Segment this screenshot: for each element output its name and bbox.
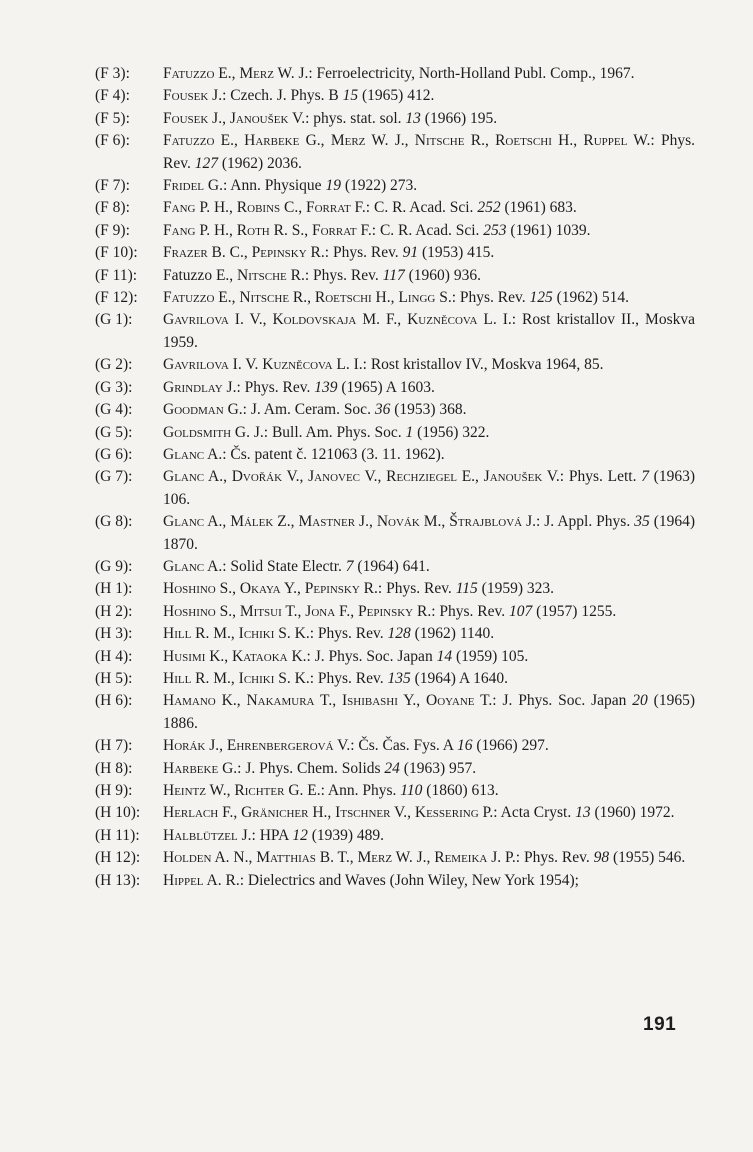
reference-volume: 91 [402,244,419,262]
reference-text [163,220,695,242]
reference-label: (H 11): [95,826,140,844]
reference-text [163,870,695,892]
reference-source: (1964) 641. [353,557,430,575]
reference-text [163,758,695,780]
reference-text [163,354,695,376]
reference-source: : Rost kristallov II., Moskva 1959. [163,311,695,351]
reference-source: : Phys. Rev. [309,669,388,687]
reference-entry [95,108,695,130]
reference-text [163,668,695,690]
reference-source: (1965) 412. [358,87,435,105]
reference-label: (G 9): [95,557,133,575]
reference-label: (H 5): [95,669,133,687]
reference-source: Fatuzzo E., [163,266,238,284]
reference-source: (1939) 489. [307,826,385,844]
reference-label: (F 6): [95,132,130,150]
reference-source: (1964) 1870. [163,513,696,553]
reference-label: (F 8): [95,199,130,217]
reference-volume: 110 [400,782,423,799]
reference-source: : Bull. Am. Phys. Soc. [263,423,406,441]
reference-authors: Husimi K., Kataoka K. [163,647,307,665]
reference-text [163,466,695,511]
reference-source: : Solid State Electr. [222,557,346,575]
reference-volume: 135 [387,669,411,687]
reference-volume: 20 [632,692,648,710]
reference-volume: 12 [292,826,308,844]
reference-label: (F 11): [95,266,138,284]
reference-volume: 253 [483,221,507,239]
reference-label: (H 4): [95,647,133,665]
reference-volume: 13 [575,804,591,822]
reference-source: : Phys. Lett. [559,468,642,486]
reference-entry [95,354,695,376]
reference-entry [95,399,695,421]
reference-entry [95,825,695,847]
reference-source: (1959) 105. [452,647,529,665]
reference-volume: 252 [477,199,501,217]
reference-authors: Harbeke G. [163,759,238,777]
reference-authors: Fousek J. [163,87,223,105]
reference-source: : Phys. Rev. [163,132,695,172]
reference-source: : Ann. Physique [222,177,326,195]
reference-source: (1962) 514. [552,289,629,307]
reference-label: (H 6): [95,692,133,710]
reference-entry [95,511,695,556]
reference-entry [95,466,695,511]
reference-label: (H 13): [95,871,141,889]
reference-entry [95,802,695,824]
reference-entry [95,444,695,466]
reference-text [163,242,695,264]
reference-authors: Fang P. H., Roth R. S., Forrat F. [163,221,372,239]
reference-text [163,578,695,600]
reference-entry [95,601,695,623]
reference-entry [95,735,695,757]
reference-text [163,825,695,847]
reference-source: : Phys. Rev. [451,289,530,307]
reference-authors: Heintz W., Richter G. E. [163,782,321,799]
reference-text [163,556,695,578]
reference-source: (1961) 1039. [506,221,591,239]
reference-authors: Glanc A. [163,445,223,463]
reference-volume: 98 [593,849,610,867]
reference-label: (H 3): [95,625,133,643]
reference-authors: Fatuzzo E., Merz W. J. [163,65,309,82]
reference-volume: 128 [387,625,411,643]
reference-label: (H 9): [95,782,133,799]
reference-entry [95,377,695,399]
reference-entry [95,63,695,85]
reference-list [95,63,695,892]
reference-source: (1966) 195. [420,109,498,127]
reference-entry [95,265,695,287]
reference-authors: Grindlay J. [163,378,237,396]
reference-source: (1962) 1140. [410,625,495,643]
reference-source: : Čs. Čas. Fys. A [350,737,458,755]
reference-source: : phys. stat. sol. [305,109,406,127]
reference-text [163,309,695,354]
reference-source: : J. Phys. Soc. Japan [492,692,633,710]
reference-label: (H 10): [95,804,141,822]
reference-entry [95,847,695,869]
reference-entry [95,175,695,197]
reference-entry [95,309,695,354]
reference-text [163,646,695,668]
reference-volume: 125 [529,289,553,307]
reference-authors: Fridel G. [163,177,223,195]
reference-entry [95,646,695,668]
reference-volume: 7 [641,468,649,486]
reference-authors: Fatuzzo E., Nitsche R., Roetschi H., Lingg S. [163,289,452,307]
reference-source: : Phys. Rev. [304,266,383,284]
reference-label: (F 4): [95,87,130,105]
reference-volume: 36 [374,401,391,419]
reference-source: : Phys. Rev. [236,378,315,396]
reference-source: : J. Am. Ceram. Soc. [242,401,375,419]
reference-label: (G 1): [95,311,133,329]
reference-label: (G 4): [95,401,133,419]
reference-entry [95,690,695,735]
reference-authors: Glanc A., Málek Z., Mastner J., Novák M., Štrajblová J. [163,513,536,531]
reference-label: (F 3): [95,65,130,82]
reference-entry [95,242,695,264]
reference-text [163,601,695,623]
reference-text [163,623,695,645]
reference-source: (1962) 2036. [217,154,302,172]
reference-authors: Hill R. M., Ichiki S. K. [163,669,310,687]
reference-text [163,197,695,219]
reference-volume: 13 [405,109,421,127]
reference-text [163,690,695,735]
reference-label: (G 2): [95,356,133,374]
reference-source: (1959) 323. [477,580,554,598]
reference-authors: Hippel A. R. [163,871,240,889]
reference-label: (G 7): [95,468,133,486]
reference-text [163,287,695,309]
reference-volume: 127 [194,154,218,172]
reference-text [163,422,695,444]
page-number: 191 [643,1014,677,1035]
reference-source: (1963) 957. [399,759,477,777]
reference-label: (H 12): [95,849,141,867]
reference-source: : Acta Cryst. [493,804,576,822]
reference-text [163,399,695,421]
reference-entry [95,422,695,444]
reference-text [163,265,695,287]
reference-source: : C. R. Acad. Sci. [365,199,478,217]
reference-entry [95,668,695,690]
reference-volume: 16 [457,737,473,755]
reference-authors: Hill R. M., Ichiki S. K. [163,625,310,643]
reference-source: (1953) 415. [418,244,495,262]
reference-authors: Herlach F., Gränicher H., Itschner V., Kessering P. [163,804,494,822]
reference-label: (H 7): [95,737,133,755]
reference-volume: 15 [342,87,359,105]
reference-source: (1860) 613. [422,782,499,799]
reference-entry [95,197,695,219]
reference-volume: 107 [509,602,533,620]
reference-source: : C. R. Acad. Sci. [371,221,484,239]
reference-source: : Czech. J. Phys. B [222,87,343,105]
reference-source: : Dielectrics and Waves (John Wiley, New York 1954); [239,871,579,889]
reference-authors: Halblützel J. [163,826,252,844]
reference-source: (1960) 936. [404,266,481,284]
reference-source: (1956) 322. [413,423,490,441]
reference-authors: Frazer B. C., Pepinsky R. [163,244,325,262]
reference-text [163,511,695,556]
reference-text [163,847,695,869]
reference-volume: 115 [455,580,478,598]
reference-entry [95,870,695,892]
reference-source: : J. Appl. Phys. [535,513,635,531]
reference-label: (F 9): [95,221,130,239]
reference-source: : Phys. Rev. [515,849,594,867]
reference-label: (G 5): [95,423,133,441]
reference-text [163,377,695,399]
reference-source: : Phys. Rev. [431,602,509,620]
reference-authors: Holden A. N., Matthias B. T., Merz W. J., Remeika J. P. [163,849,516,867]
reference-source: : Phys. Rev. [377,580,456,598]
reference-entry [95,85,695,107]
reference-entry [95,758,695,780]
reference-volume: 139 [314,378,338,396]
reference-entry [95,220,695,242]
reference-authors: Fang P. H., Robins C., Forrat F. [163,199,366,217]
reference-text [163,802,695,824]
reference-label: (G 8): [95,513,133,531]
reference-source: : Ann. Phys. [320,782,401,799]
reference-source: (1965) A 1603. [337,378,435,396]
reference-authors: Fatuzzo E., Harbeke G., Merz W. J., Nitsche R., Roetschi H., Ruppel W. [163,132,651,150]
reference-source: (1965) 1886. [163,692,695,732]
reference-entry [95,578,695,600]
reference-entry [95,130,695,175]
reference-label: (H 1): [95,580,133,598]
reference-source: (1966) 297. [472,737,549,755]
reference-label: (F 10): [95,244,138,262]
reference-volume: 117 [382,266,405,284]
reference-source: : Ferroelectricity, North-Holland Publ. Comp., 1967. [308,65,635,82]
reference-source: (1922) 273. [340,177,418,195]
reference-text [163,108,695,130]
reference-source: (1955) 546. [609,849,686,867]
reference-source: : Čs. patent č. 121063 (3. 11. 1962). [222,445,445,463]
reference-label: (G 3): [95,378,133,396]
reference-entry [95,780,695,802]
reference-text [163,780,695,802]
reference-volume: 1 [405,423,414,441]
reference-entry [95,287,695,309]
reference-volume: 35 [634,513,650,531]
reference-entry [95,556,695,578]
reference-authors: Hoshino S., Mitsui T., Jona F., Pepinsky R. [163,602,432,620]
reference-label: (G 6): [95,445,133,463]
reference-entry [95,623,695,645]
reference-volume: 19 [325,177,341,195]
reference-authors: Glanc A. [163,557,223,575]
reference-authors: Hoshino S., Okaya Y., Pepinsky R. [163,580,378,598]
reference-authors: Glanc A., Dvořák V., Janovec V., Rechziegel E., Janoušek V. [163,468,560,486]
reference-source: : J. Phys. Chem. Solids [237,759,385,777]
reference-label: (H 8): [95,759,133,777]
reference-label: (F 7): [95,177,130,195]
reference-text [163,735,695,757]
reference-label: (H 2): [95,602,133,620]
reference-source: : HPA [251,826,293,844]
reference-label: (F 12): [95,289,138,307]
reference-authors: Gavrilova I. V., Koldovskaja M. F., Kuzněcova L. I. [163,311,512,329]
reference-authors: Goldsmith G. J. [163,423,264,441]
reference-source: (1964) A 1640. [410,669,509,687]
reference-text [163,130,695,175]
reference-authors: Gavrilova I. V. Kuzněcova L. I. [163,356,363,374]
reference-volume: 14 [436,647,453,665]
reference-authors: Fousek J., Janoušek V. [163,109,306,127]
reference-source: (1953) 368. [390,401,467,419]
reference-label: (F 5): [95,109,130,127]
reference-volume: 7 [345,557,354,575]
reference-authors: Nitsche R. [237,266,305,284]
reference-source: : Phys. Rev. [324,244,403,262]
reference-source: : Rost kristallov IV., Moskva 1964, 85. [362,356,604,374]
reference-source: (1960) 1972. [590,804,675,822]
reference-source: (1963) 106. [163,468,695,508]
reference-authors: Horák J., Ehrenbergerová V. [163,737,351,755]
reference-text [163,85,695,107]
reference-text [163,175,695,197]
reference-source: (1961) 683. [500,199,577,217]
reference-authors: Hamano K., Nakamura T., Ishibashi Y., Ooyane T. [163,692,493,710]
reference-authors: Goodman G. [163,401,243,419]
reference-source: (1957) 1255. [532,602,617,620]
reference-source: : J. Phys. Soc. Japan [306,647,437,665]
reference-volume: 24 [384,759,400,777]
reference-source: : Phys. Rev. [309,625,388,643]
reference-text [163,444,695,466]
reference-text [163,63,695,85]
